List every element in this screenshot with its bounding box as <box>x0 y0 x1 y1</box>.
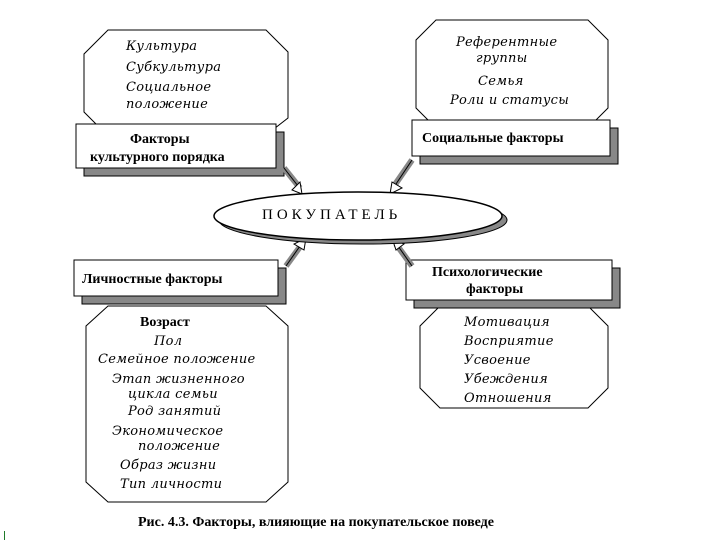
social-item: Роли и статусы <box>450 93 570 108</box>
cultural-title: культурного порядка <box>90 150 225 165</box>
psychological-item: Убеждения <box>464 372 548 387</box>
psychological-item: Мотивация <box>464 315 550 330</box>
psychological-item: Восприятие <box>464 334 554 349</box>
cultural-item: Социальное <box>126 80 212 95</box>
cultural-item: положение <box>126 97 209 112</box>
personal-item: Пол <box>154 334 183 349</box>
personal-item: Тип личности <box>120 477 223 492</box>
buyer-label: ПОКУПАТЕЛЬ <box>262 207 402 223</box>
personal-item: Экономическое <box>112 424 224 439</box>
social-title: Социальные факторы <box>422 131 564 146</box>
personal-title: Личностные факторы <box>82 272 223 287</box>
cultural-item: Культура <box>126 39 198 54</box>
cultural-title: Факторы <box>130 132 190 147</box>
social-item: Референтные <box>456 35 558 50</box>
personal-item: Образ жизни <box>120 458 217 473</box>
figure-caption: Рис. 4.3. Факторы, влияющие на покупательское поведе <box>138 516 494 530</box>
edge-mark <box>4 531 5 540</box>
psychological-item: Усвоение <box>464 353 531 368</box>
social-item: группы <box>476 51 528 66</box>
personal-item: положение <box>138 439 221 454</box>
social-item: Семья <box>478 74 524 89</box>
personal-item: Возраст <box>140 315 190 330</box>
psychological-title: факторы <box>466 282 524 297</box>
arrow-cultural-to-buyer <box>284 168 302 194</box>
psychological-title: Психологические <box>432 265 543 280</box>
arrow-social-to-buyer <box>390 160 412 194</box>
personal-item: Род занятий <box>128 404 222 419</box>
cultural-item: Субкультура <box>126 60 222 75</box>
personal-item: цикла семьи <box>128 387 218 402</box>
personal-item: Семейное положение <box>98 352 256 367</box>
personal-item: Этап жизненного <box>112 372 245 387</box>
psychological-item: Отношения <box>464 391 552 406</box>
